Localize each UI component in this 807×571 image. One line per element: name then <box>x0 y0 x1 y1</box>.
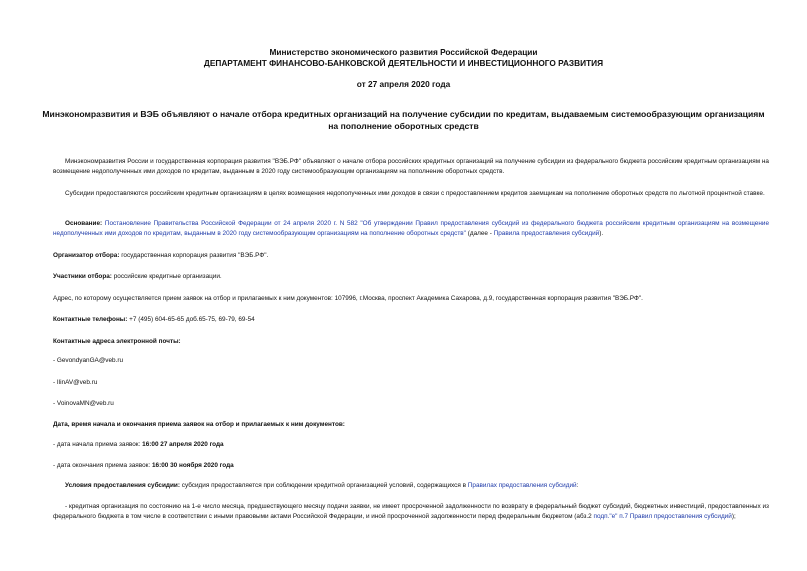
dates-label: Дата, время начала и окончания приема заявок на отбор и прилагаемых к ним документов: <box>53 421 345 428</box>
ministry-name: Министерство экономического развития Российской Федерации <box>269 47 538 57</box>
phones-label: Контактные телефоны: <box>53 316 128 323</box>
organizer-label: Организатор отбора: <box>53 252 120 259</box>
organizer-value: государственная корпорация развития "ВЭБ.РФ". <box>119 252 269 259</box>
basis-end: ). <box>599 230 604 238</box>
end-date-line <box>53 461 234 471</box>
document-date: от 27 апреля 2020 года <box>356 79 451 89</box>
email-item[interactable]: - VoinovaMN@veb.ru <box>53 400 114 407</box>
paragraph-intro: Минэкономразвития России и государственная корпорация развития "ВЭБ.РФ" объявляют о начале отбора российских кредитных организаций на получение субсидии из федерального бюджета российским кредитным организациям на возмещение недополученных ими доходов по кредитам, выданным в 2020 году системообразующим организациям на пополнение оборотных средств. <box>53 158 769 176</box>
phones-line <box>53 315 255 325</box>
basis-decree-link[interactable]: Постановление Правительства Российской Федерации от 24 апреля 2020 г. N 582 "Об утверждении Правил предоставления субсидий из федерального бюджета российским кредитным организациям на возмещение недополученных ими доходов по кредитам, выданным в 2020 году системообразующим организациям на пополнение оборотных средств" <box>53 220 769 238</box>
end-date-prefix: - дата окончания приема заявок: <box>53 462 152 469</box>
organizer-line <box>53 251 268 261</box>
conditions-label: Условия предоставления субсидии: <box>65 482 180 489</box>
conditions-end: : <box>576 482 579 489</box>
participants-value: российские кредитные организации. <box>111 273 222 280</box>
phones-value: +7 (495) 604-65-65 доб.65-75, 69-79, 69-54 <box>127 316 255 323</box>
start-date-prefix: - дата начала приема заявок: <box>53 441 143 448</box>
basis-after: (далее - <box>465 230 494 238</box>
participants-line <box>53 272 222 282</box>
document-title: Минэкономразвития и ВЭБ объявляют о начале отбора кредитных организаций на получение субсидии по кредитам, выдаваемым системообразующим организациям на пополнение оборотных средств <box>42 109 765 131</box>
participants-label: Участники отбора: <box>53 273 112 280</box>
condition-1-text: - кредитная организация по состоянию на 1-е число месяца, предшествующего месяцу подачи заявки, не имеет просроченной задолженности по возврату в федеральный бюджет субсидий, бюджетных инвестиций, предоставленных из федерального бюджета в том числе в соответствии с иными правовыми актами Российской Федерации, и иной просроченной задолженности перед федеральным бюджетом (абз.2 <box>53 503 769 521</box>
department-name: ДЕПАРТАМЕНТ ФИНАНСОВО-БАНКОВСКОЙ ДЕЯТЕЛЬНОСТИ И ИНВЕСТИЦИОННОГО РАЗВИТИЯ <box>203 58 604 68</box>
end-date-value: 16:00 30 ноября 2020 года <box>152 462 234 469</box>
condition-1-end: ); <box>731 513 736 521</box>
condition-1-paragraph <box>53 502 769 523</box>
basis-paragraph <box>53 219 769 240</box>
paragraph-subsidy-purpose: Субсидии предоставляются российским кредитным организациям в целях возмещения недополученных ими доходов в связи с предоставлением кредитов заемщикам на пополнение оборотных средств по льготной процентной ставке. <box>65 190 765 197</box>
emails-label: Контактные адреса электронной почты: <box>53 338 181 345</box>
conditions-rules-link[interactable]: Правилах предоставления субсидий <box>467 482 577 489</box>
conditions-paragraph <box>53 481 769 491</box>
start-date-line <box>53 440 224 450</box>
address-line: Адрес, по которому осуществляется прием заявок на отбор и прилагаемых к ним документов: 107996, г.Москва, проспект Академика Сахарова, д.9, государственная корпорация развития "ВЭБ.РФ". <box>53 295 643 302</box>
condition-1-link[interactable]: подп."е" п.7 Правил предоставления субсидий <box>593 513 732 521</box>
email-item[interactable]: - IlinAV@veb.ru <box>53 379 98 386</box>
start-date-value: 16:00 27 апреля 2020 года <box>142 441 224 448</box>
basis-label: Основание: <box>65 220 103 227</box>
conditions-text: субсидия предоставляется при соблюдении кредитной организацией условий, содержащихся в <box>179 482 468 489</box>
email-item[interactable]: - GevondyanGA@veb.ru <box>53 357 124 364</box>
rules-link[interactable]: Правила предоставления субсидий <box>493 230 600 238</box>
